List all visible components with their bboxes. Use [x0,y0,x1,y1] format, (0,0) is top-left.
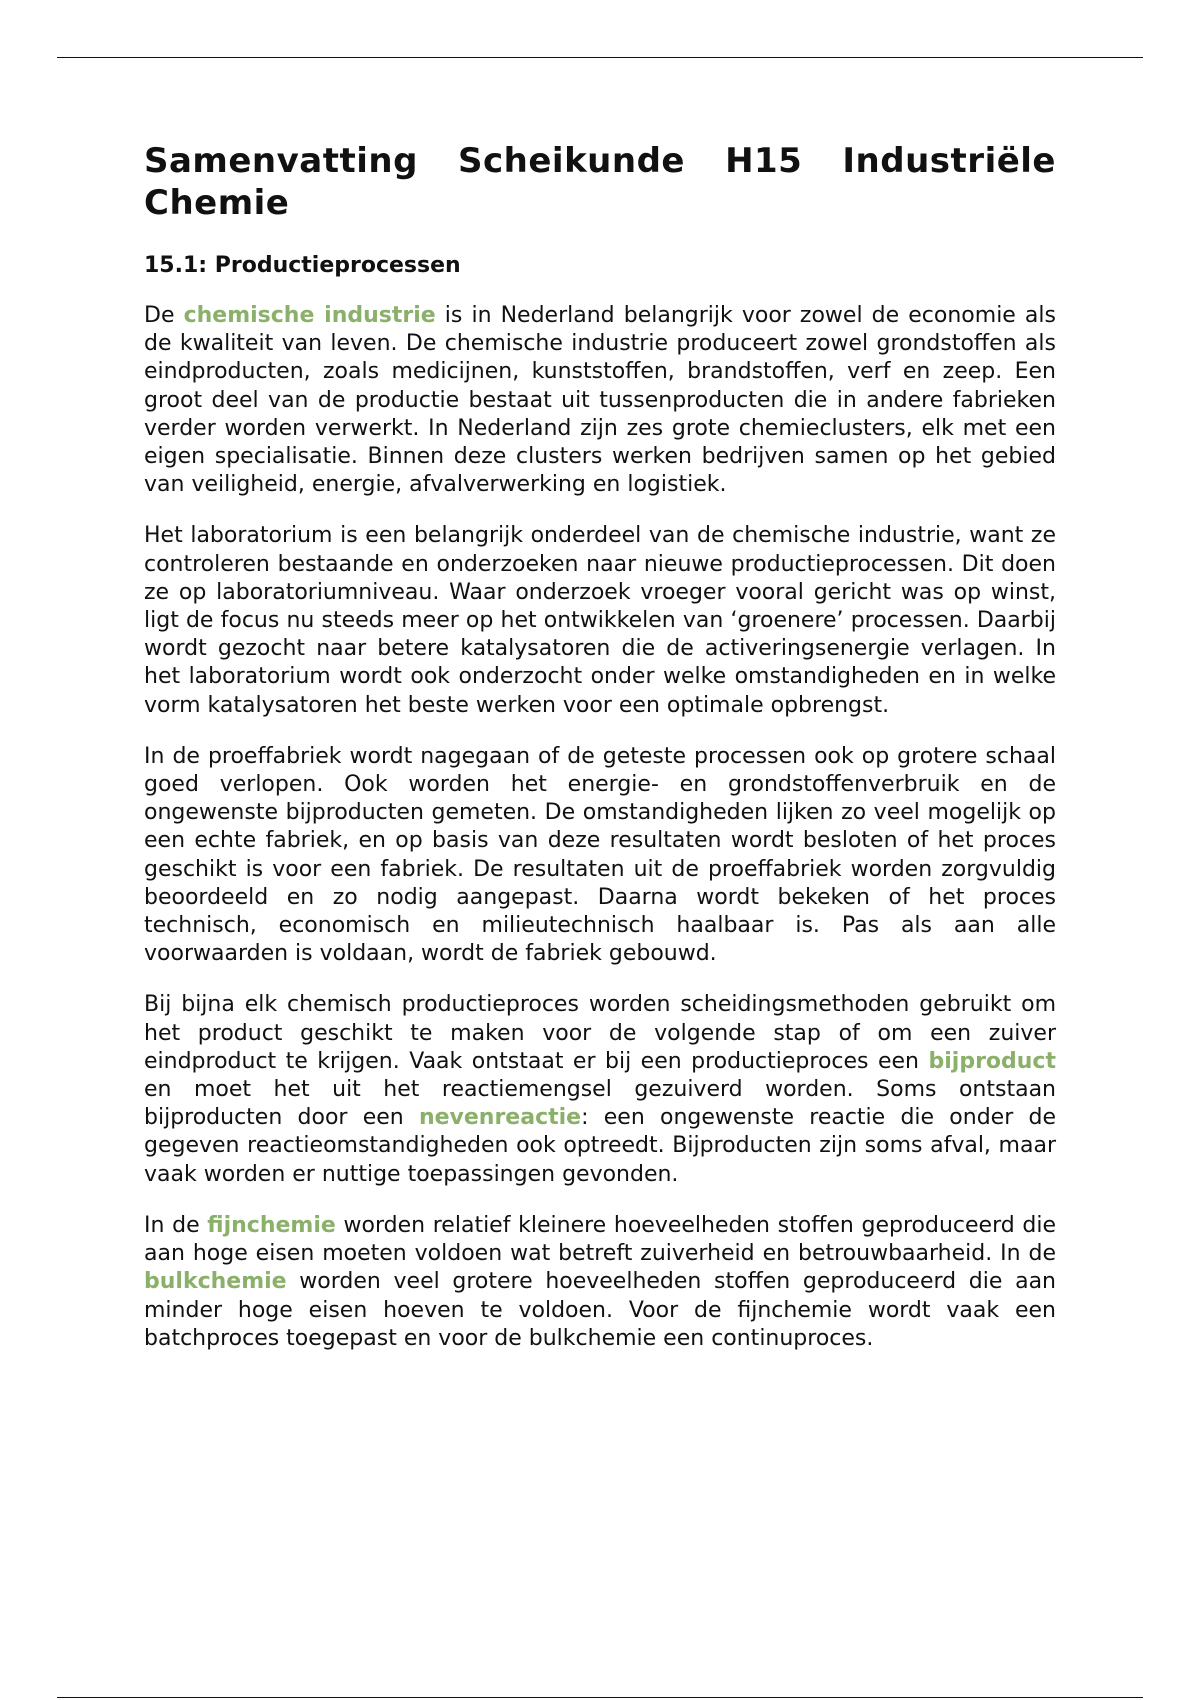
document-body [144,140,1056,1353]
paragraph: Het laboratorium is een belangrijk onderdeel van de chemische industrie, want ze controleren bestaande en onderzoeken naar nieuwe productieprocessen. Dit doen ze op laboratoriumniveau. Waar onderzoek vroeger vooral gericht was op winst, ligt de focus nu steeds meer op het ontwikkelen van ‘groenere’ processen. Daarbij wordt gezocht naar betere katalysatoren die de activeringsenergie verlagen. In het laboratorium wordt ook onderzocht onder welke omstandigheden en in welke vorm katalysatoren het beste werken voor een optimale opbrengst. [144,523,1056,718]
footer-rule [57,1697,1143,1698]
key-term: bijproduct [928,1048,1056,1074]
paragraph: Bij bijna elk chemisch productieproces worden scheidingsmethoden gebruikt om het product geschikt te maken voor de volgende stap of om een zuiver eindproduct te krijgen. Vaak ontstaat er bij een productieproces een bijproduct en moet het uit het reactiemengsel gezuiverd worden. Soms ontstaan bijproducten door een nevenreactie: een ongewenste reactie die onder de gegeven reactieomstandigheden ook optreedt. Bijproducten zijn soms afval, maar vaak worden er nuttige toepassingen gevonden. [144,992,1056,1187]
paragraph: In de proeffabriek wordt nagegaan of de geteste processen ook op grotere schaal goed verlopen. Ook worden het energie- en grondstoffenverbruik en de ongewenste bijproducten gemeten. De omstandigheden lijken zo veel mogelijk op een echte fabriek, en op basis van deze resultaten wordt besloten of het proces geschikt is voor een fabriek. De resultaten uit de proeffabriek worden zorgvuldig beoordeeld en zo nodig aangepast. Daarna wordt bekeken of het proces technisch, economisch en milieutechnisch haalbaar is. Pas als aan alle voorwaarden is voldaan, wordt de fabriek gebouwd. [144,743,1056,967]
header-rule [57,57,1143,58]
page-title: Samenvatting Scheikunde H15 Industriële Chemie [144,141,1056,223]
key-term: fijnchemie [207,1212,336,1238]
paragraph: De chemische industrie is in Nederland belangrijk voor zowel de economie als de kwaliteit van leven. De chemische industrie produceert zowel grondstoffen als eindproducten, zoals medicijnen, kunststoffen, brandstoffen, verf en zeep. Een groot deel van de productie bestaat uit tussenproducten die in andere fabrieken verder worden verwerkt. In Nederland zijn zes grote chemieclusters, elk met een eigen specialisatie. Binnen deze clusters werken bedrijven samen op het gebied van veiligheid, energie, afvalverwerking en logistiek. [144,303,1056,498]
key-term: nevenreactie [418,1105,582,1131]
paragraph: In de fijnchemie worden relatief kleinere hoeveelheden stoffen geproduceerd die aan hoge eisen moeten voldoen wat betreft zuiverheid en betrouwbaarheid. In de bulkchemie worden veel grotere hoeveelheden stoffen geproduceerd die aan minder hoge eisen hoeven te voldoen. Voor de fijnchemie wordt vaak een batchproces toegepast en voor de bulkchemie een continuproces. [144,1212,1056,1351]
key-term: chemische industrie [183,303,436,328]
section-heading: 15.1: Productieprocessen [144,253,461,278]
key-term: bulkchemie [144,1269,287,1295]
